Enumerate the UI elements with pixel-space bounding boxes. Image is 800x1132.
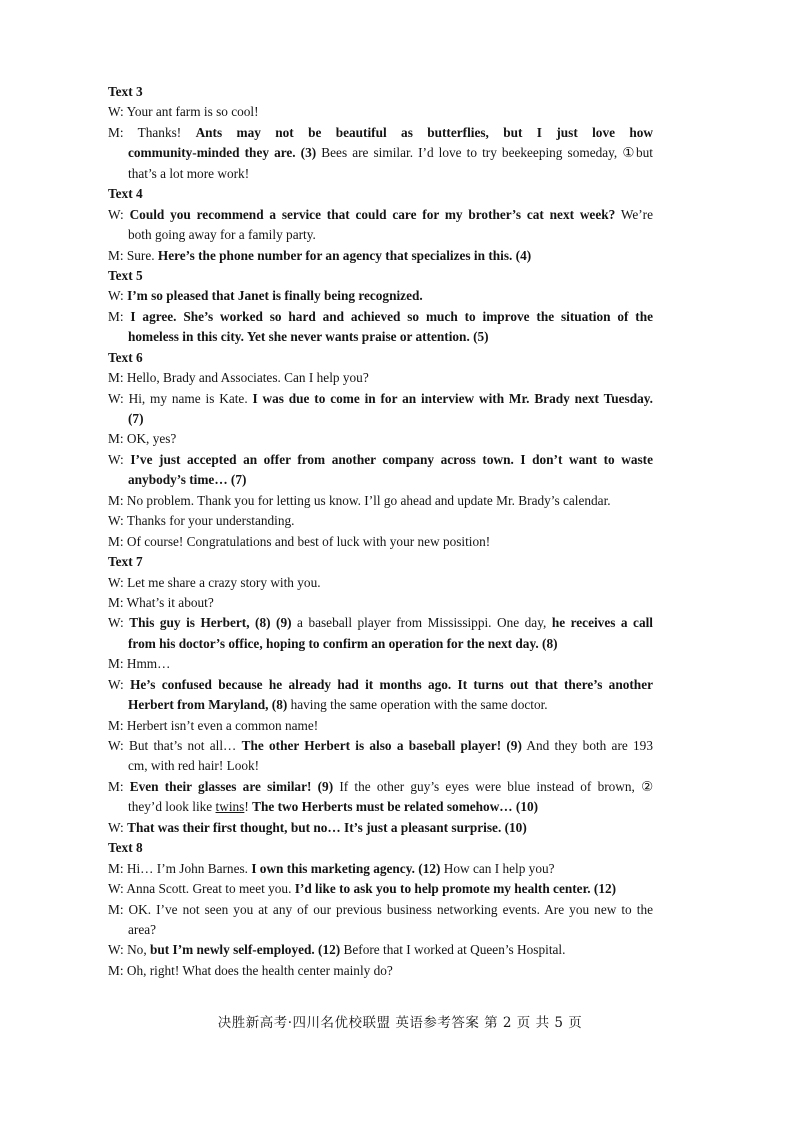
bold-text-segment: I was due to come in for an interview with Mr. Brady next Tuesday. bbox=[252, 390, 653, 406]
dialogue-line bbox=[108, 143, 653, 163]
dialogue-line bbox=[108, 818, 653, 838]
dialogue-line bbox=[108, 777, 653, 797]
bold-text-segment: Text 5 bbox=[108, 267, 143, 283]
dialogue-line bbox=[108, 307, 653, 327]
dialogue-line bbox=[108, 859, 653, 879]
text-segment: W: Anna Scott. Great to meet you. bbox=[108, 881, 295, 897]
dialogue-line bbox=[108, 736, 653, 756]
text-segment: W: Hi, my name is Kate. bbox=[108, 390, 253, 406]
text-segment: M: No problem. Thank you for letting us know. I’ll go ahead and update Mr. Brady’s calendar. bbox=[108, 492, 611, 508]
dialogue-line bbox=[108, 511, 653, 531]
dialogue-line bbox=[108, 409, 653, 429]
text-segment: a baseball player from Mississippi. One day, bbox=[291, 615, 552, 631]
dialogue-line bbox=[108, 675, 653, 695]
text-segment: M: bbox=[108, 308, 131, 324]
text-segment: W: bbox=[108, 676, 131, 692]
text-segment: M: Hmm… bbox=[108, 656, 171, 672]
dialogue-line bbox=[108, 797, 653, 817]
text-segment: M: Oh, right! What does the health center mainly do? bbox=[108, 962, 393, 978]
section-heading bbox=[108, 348, 653, 368]
text-segment: W: bbox=[108, 615, 130, 631]
dialogue-line bbox=[108, 716, 653, 736]
text-segment: M: Hi… I’m John Barnes. bbox=[108, 860, 252, 876]
dialogue-line bbox=[108, 613, 653, 633]
dialogue-line bbox=[108, 286, 653, 306]
bold-text-segment: I agree. She’s worked so hard and achieved so much to improve the situation of the bbox=[130, 308, 654, 324]
text-segment: If the other guy’s eyes were blue instead of brown, ② bbox=[333, 778, 654, 794]
text-segment: cm, with red hair! Look! bbox=[128, 758, 260, 774]
bold-text-segment: Could you recommend a service that could care for my brother’s cat next week? bbox=[129, 206, 616, 222]
dialogue-line bbox=[108, 532, 653, 552]
text-segment: W: Thanks for your understanding. bbox=[108, 513, 295, 529]
text-segment: M: OK. I’ve not seen you at any of our previous business networking events. Are you new to the bbox=[108, 901, 653, 917]
dialogue-line bbox=[108, 225, 653, 245]
bold-text-segment: The two Herberts must be related somehow… (10) bbox=[252, 799, 539, 815]
text-segment: How can I help you? bbox=[440, 860, 555, 876]
transcript-body bbox=[108, 82, 653, 981]
bold-text-segment: Text 8 bbox=[108, 840, 143, 856]
dialogue-line bbox=[108, 654, 653, 674]
text-segment: Before that I worked at Queen’s Hospital. bbox=[340, 942, 566, 958]
dialogue-line bbox=[108, 205, 653, 225]
text-segment: ! bbox=[244, 799, 253, 815]
dialogue-line bbox=[108, 593, 653, 613]
bold-text-segment: anybody’s time… (7) bbox=[128, 472, 247, 488]
bold-text-segment: That was their first thought, but no… It’s just a pleasant surprise. (10) bbox=[127, 819, 527, 835]
dialogue-line bbox=[108, 695, 653, 715]
bold-text-segment: but I’m newly self-employed. (12) bbox=[149, 942, 341, 958]
bold-text-segment: Text 3 bbox=[108, 84, 143, 99]
dialogue-line bbox=[108, 368, 653, 388]
text-segment: area? bbox=[128, 921, 157, 937]
dialogue-line bbox=[108, 164, 653, 184]
dialogue-line bbox=[108, 102, 653, 122]
text-segment: W: bbox=[108, 451, 131, 467]
text-segment: both going away for a family party. bbox=[128, 227, 316, 243]
dialogue-line bbox=[108, 900, 653, 920]
text-segment: M: Of course! Congratulations and best of luck with your new position! bbox=[108, 533, 491, 549]
dialogue-line bbox=[108, 920, 653, 940]
text-segment: W: Let me share a crazy story with you. bbox=[108, 574, 321, 590]
dialogue-line bbox=[108, 470, 653, 490]
bold-text-segment: I’d like to ask you to help promote my health center. (12) bbox=[294, 881, 617, 897]
dialogue-line bbox=[108, 634, 653, 654]
bold-text-segment: homeless in this city. Yet she never wants praise or attention. (5) bbox=[128, 329, 489, 345]
dialogue-line bbox=[108, 879, 653, 899]
section-heading bbox=[108, 838, 653, 858]
dialogue-line bbox=[108, 573, 653, 593]
dialogue-line bbox=[108, 756, 653, 776]
text-segment: M: OK, yes? bbox=[108, 431, 177, 447]
text-segment: W: But that’s not all… bbox=[108, 738, 242, 753]
text-segment: Bees are similar. I’d love to try beekeeping someday, ①but bbox=[316, 145, 653, 161]
text-segment: W: No, bbox=[108, 942, 150, 958]
text-segment: We’re bbox=[615, 206, 654, 222]
section-heading bbox=[108, 552, 653, 572]
bold-text-segment: I own this marketing agency. (12) bbox=[251, 860, 441, 876]
page-footer: 决胜新高考·四川名优校联盟 英语参考答案 第 2 页 共 5 页 bbox=[217, 1015, 583, 1031]
text-segment: W: bbox=[108, 206, 130, 222]
text-segment: W: Your ant farm is so cool! bbox=[108, 104, 259, 120]
bold-text-segment: Text 6 bbox=[108, 349, 143, 365]
bold-text-segment: He’s confused because he already had it months ago. It turns out that there’s another bbox=[130, 676, 654, 692]
text-segment: M: bbox=[108, 778, 130, 794]
dialogue-line bbox=[108, 389, 653, 409]
bold-text-segment: Text 7 bbox=[108, 554, 143, 570]
text-segment: M: Herbert isn’t even a common name! bbox=[108, 717, 319, 733]
bold-text-segment: from his doctor’s office, hoping to confirm an operation for the next day. (8) bbox=[128, 635, 558, 651]
text-segment: they’d look like bbox=[128, 799, 216, 815]
bold-text-segment: he receives a call bbox=[551, 615, 653, 631]
section-heading bbox=[108, 266, 653, 286]
text-segment: W: bbox=[108, 288, 128, 304]
bold-text-segment: Ants may not be beautiful as butterflies, but I just love how bbox=[195, 124, 654, 140]
dialogue-line bbox=[108, 961, 653, 981]
text-segment: M: Thanks! bbox=[108, 124, 196, 140]
bold-text-segment: (7) bbox=[128, 411, 144, 426]
text-segment: And they both are 193 bbox=[521, 738, 653, 753]
dialogue-line bbox=[108, 491, 653, 511]
bold-text-segment: Herbert from Maryland, (8) bbox=[128, 697, 288, 713]
text-segment: M: Sure. bbox=[108, 247, 158, 263]
dialogue-line bbox=[108, 327, 653, 347]
text-segment: having the same operation with the same doctor. bbox=[287, 697, 548, 713]
section-heading bbox=[108, 82, 653, 102]
text-segment: twins bbox=[215, 799, 245, 815]
bold-text-segment: The other Herbert is also a baseball player! (9) bbox=[241, 738, 522, 753]
text-segment: W: bbox=[108, 819, 128, 835]
dialogue-line bbox=[108, 940, 653, 960]
dialogue-line bbox=[108, 429, 653, 449]
dialogue-line bbox=[108, 246, 653, 266]
bold-text-segment: Here’s the phone number for an agency that specializes in this. (4) bbox=[157, 247, 532, 263]
bold-text-segment: This guy is Herbert, (8) (9) bbox=[129, 615, 292, 631]
text-segment: M: Hello, Brady and Associates. Can I help you? bbox=[108, 370, 369, 386]
text-segment: that’s a lot more work! bbox=[128, 165, 250, 181]
bold-text-segment: Text 4 bbox=[108, 186, 143, 202]
text-segment: M: What’s it about? bbox=[108, 594, 214, 610]
section-heading bbox=[108, 184, 653, 204]
bold-text-segment: Even their glasses are similar! (9) bbox=[129, 778, 334, 794]
dialogue-line bbox=[108, 123, 653, 143]
bold-text-segment: I’ve just accepted an offer from another company across town. I don’t want to waste bbox=[130, 451, 654, 467]
dialogue-line bbox=[108, 450, 653, 470]
bold-text-segment: community-minded they are. (3) bbox=[128, 145, 317, 161]
bold-text-segment: I’m so pleased that Janet is finally being recognized. bbox=[127, 288, 423, 304]
